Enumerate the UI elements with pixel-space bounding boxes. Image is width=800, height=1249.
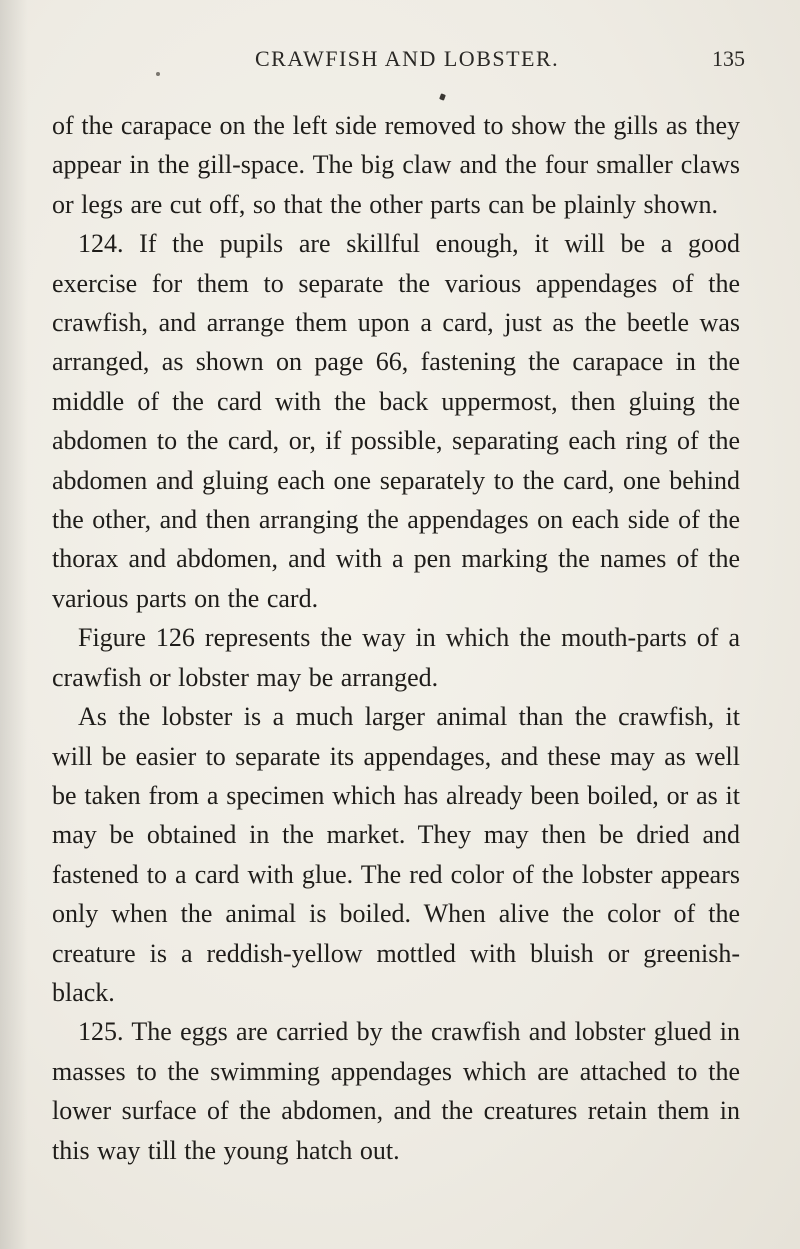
page-number: 135 xyxy=(712,46,745,71)
running-head: CRAWFISH AND LOBSTER. xyxy=(255,46,560,71)
paragraph-124: 124. If the pupils are skillful enough, it will be a good exercise for them to separate the various appendages of the crawfish, and arrange them upon a card, just as the beetle was arranged, as shown on page 66, fastening the carapace in the middle of the card with the back uppermost, then gluing the abdomen to the card, or, if possible, separating each ring of the abdomen and gluing each one separately to the card, one behind the other, and then arranging the appendages on each side of the thorax and abdomen, and with a pen marking the names of the various parts on the card. xyxy=(52,229,740,613)
print-speck xyxy=(156,72,160,76)
body-text xyxy=(52,106,740,1170)
print-mark xyxy=(439,93,446,100)
paragraph-continued: of the carapace on the left side removed to show the gills as they appear in the gill-space. The big claw and the four smaller claws or legs are cut off, so that the other parts can be plainly shown. xyxy=(52,111,740,219)
paragraph-125: 125. The eggs are carried by the crawfish and lobster glued in masses to the swimming appendages which are attached to the lower surface of the abdomen, and the creatures retain them in this way till the young hatch out. xyxy=(52,1017,740,1165)
paragraph-lobster: As the lobster is a much larger animal than the crawfish, it will be easier to separate its appendages, and these may as well be taken from a specimen which has already been boiled, or as it may be obtained in the market. They may then be dried and fastened to a card with glue. The red color of the lobster appears only when the animal is boiled. When alive the color of the creature is a reddish-yellow mottled with bluish or greenish-black. xyxy=(52,702,740,1007)
paragraph-figure-126: Figure 126 represents the way in which the mouth-parts of a crawfish or lobster may be arranged. xyxy=(52,623,740,692)
gutter-shadow xyxy=(0,0,28,1249)
